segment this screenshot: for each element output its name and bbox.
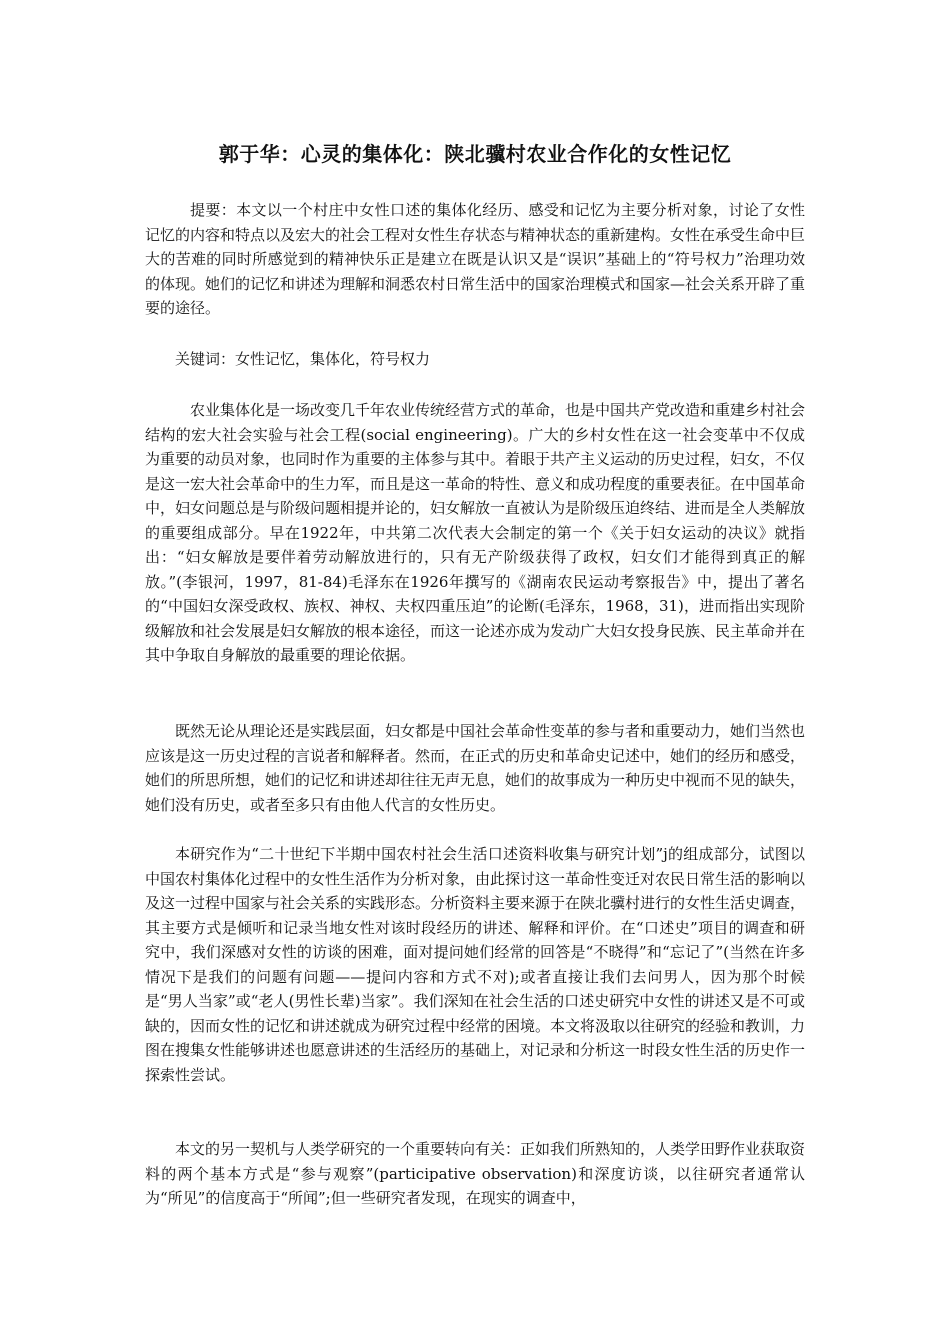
document-title: 郭于华：心灵的集体化：陕北骥村农业合作化的女性记忆 xyxy=(218,142,732,166)
keywords-label: 关键词： xyxy=(175,350,236,368)
keywords-line xyxy=(145,347,805,372)
body-paragraph-3: 本研究作为“二十世纪下半期中国农村社会生活口述资料收集与研究计划”j的组成部分，试图以中国农村集体化过程中的女性生活作为分析对象，由此探讨这一革命性变迁对农民日常生活的影响以及这一过程中国家与社会关系的实践形态。分析资料主要来源于在陕北骥村进行的女性生活史调查，其主要方式是倾听和记录当地女性对该时段经历的讲述、解释和评价。在“口述史”项目的调查和研究中，我们深感对女性的访谈的困难，面对提问她们经常的回答是“不晓得”和“忘记了”(当然在许多情况下是我们的问题有问题——提问内容和方式不对);或者直接让我们去问男人，因为那个时候是“男人当家”或“老人(男性长辈)当家”。我们深知在社会生活的口述史研究中女性的讲述又是不可或缺的，因而女性的记忆和讲述就成为研究过程中经常的困境。本文将汲取以往研究的经验和教训，力图在搜集女性能够讲述也愿意讲述的生活经历的基础上，对记录和分析这一时段女性生活的历史作一探索性尝试。 xyxy=(145,845,806,1084)
abstract-paragraph xyxy=(145,198,805,321)
body-paragraph-2: 既然无论从理论还是实践层面，妇女都是中国社会革命性变革的参与者和重要动力，她们当然也应该是这一历史过程的言说者和解释者。然而，在正式的历史和革命史记述中，她们的经历和感受，她们的所思所想，她们的记忆和讲述却往往无声无息，她们的故事成为一种历史中视而不见的缺失，她们没有历史，或者至多只有由他人代言的女性历史。 xyxy=(145,722,806,814)
body-paragraph-4: 本文的另一契机与人类学研究的一个重要转向有关：正如我们所熟知的，人类学田野作业获取资料的两个基本方式是“参与观察”(participative observation)和深度访谈，以往研究者通常认为“所见”的信度高于“所闻”;但一些研究者发现，在现实的调查中， xyxy=(145,1140,806,1207)
abstract-label: 提要： xyxy=(190,201,237,219)
body-paragraph-1: 农业集体化是一场改变几千年农业传统经营方式的革命，也是中国共产党改造和重建乡村社会结构的宏大社会实验与社会工程(social engineering)。广大的乡村女性在这一社会变革中不仅成为重要的动员对象，也同时作为重要的主体参与其中。着眼于共产主义运动的历史过程，妇女，不仅是这一宏大社会革命中的生力军，而且是这一革命的特性、意义和成功程度的重要表征。在中国革命中，妇女问题总是与阶级问题相提并论的，妇女解放一直被认为是阶级压迫终结、进而是全人类解放的重要组成部分。早在1922年，中共第二次代表大会制定的第一个《关于妇女运动的决议》就指出：“妇女解放是要伴着劳动解放进行的，只有无产阶级获得了政权，妇女们才能得到真正的解放。”(李银河，1997，81-84)毛泽东在1926年撰写的《湖南农民运动考察报告》中，提出了著名的“中国妇女深受政权、族权、神权、夫权四重压迫”的论断(毛泽东，1968，31)，进而指出实现阶级解放和社会发展是妇女解放的根本途径，而这一论述亦成为发动广大妇女投身民族、民主革命并在其中争取自身解放的最重要的理论依据。 xyxy=(145,401,806,664)
abstract-text: 本文以一个村庄中女性口述的集体化经历、感受和记忆为主要分析对象，讨论了女性记忆的内容和特点以及宏大的社会工程对女性生存状态与精神状态的重新建构。女性在承受生命中巨大的苦难的同时所感觉到的精神快乐正是建立在既是认识又是“误识”基础上的“符号权力”治理功效的体现。她们的记忆和讲述为理解和洞悉农村日常生活中的国家治理模式和国家—社会关系开辟了重要的途径。 xyxy=(145,201,806,317)
keywords-text: 女性记忆，集体化，符号权力 xyxy=(235,350,431,368)
